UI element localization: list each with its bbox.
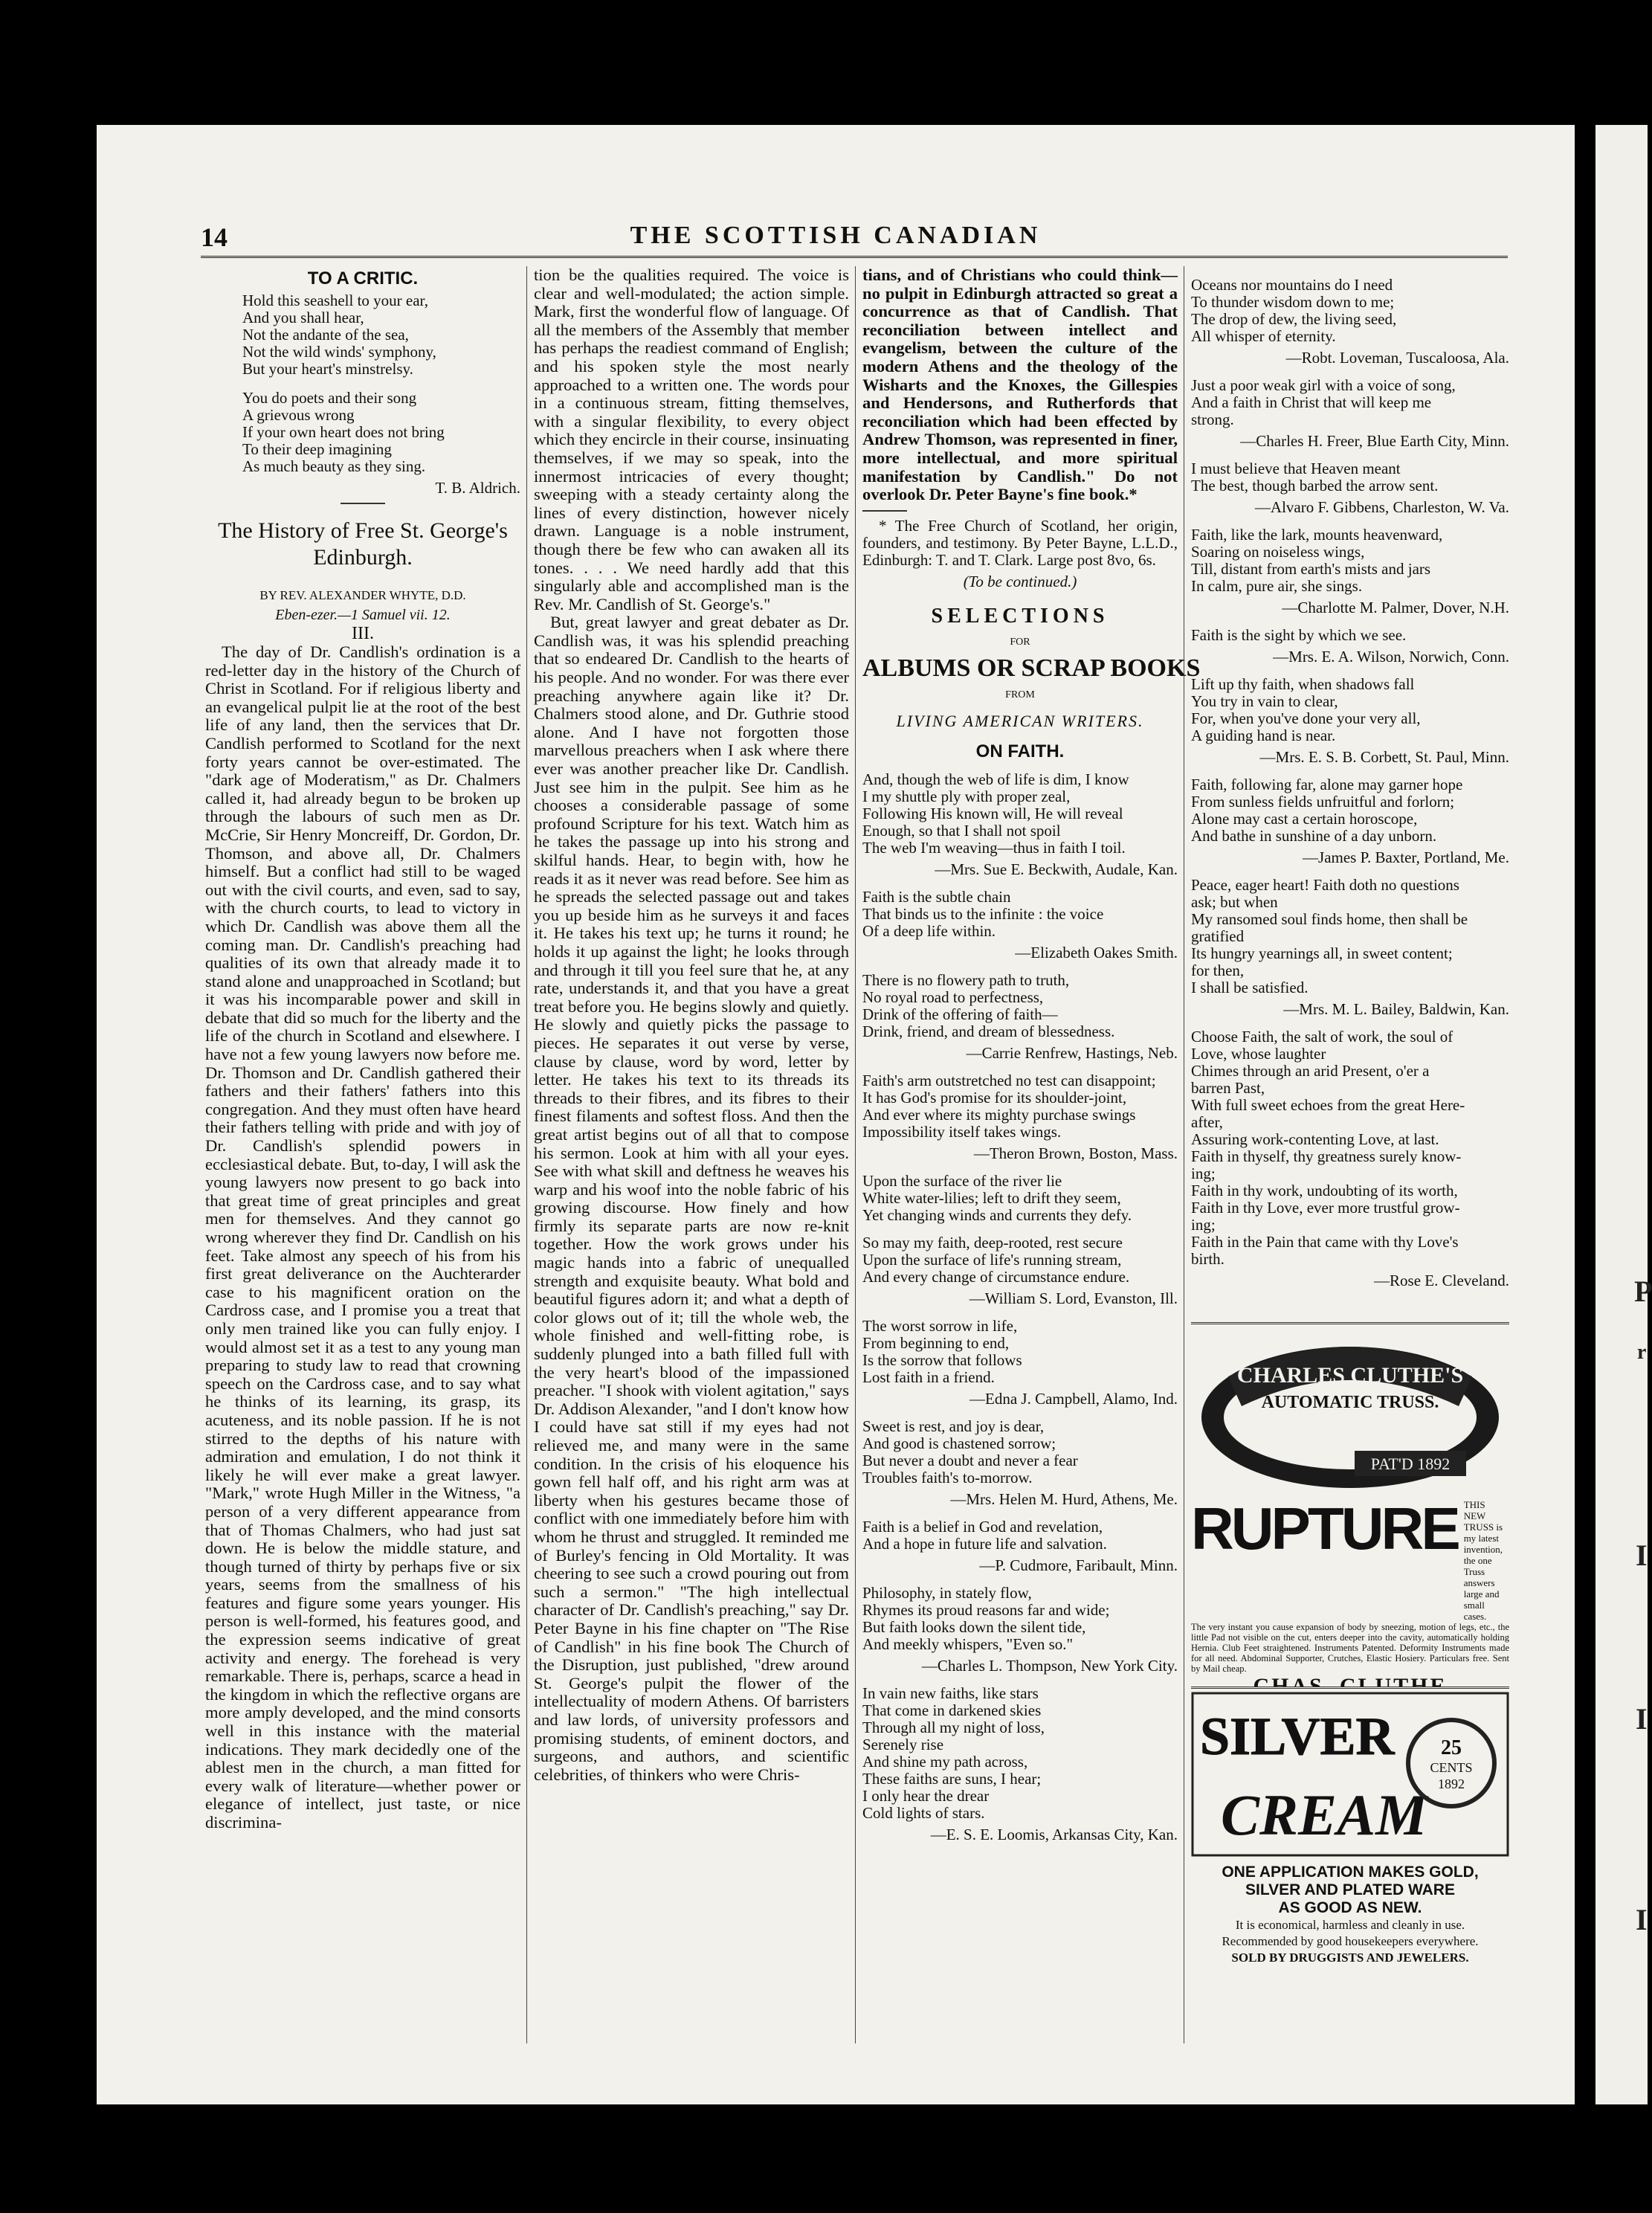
quotation-attribution: —Theron Brown, Boston, Mass. [973,1144,1178,1162]
divider [341,503,385,504]
quotation-attribution: —Edna J. Campbell, Alamo, Ind. [969,1389,1178,1408]
quotation [862,771,1178,857]
quotation-attribution: —Mrs. M. L. Bailey, Baldwin, Kan. [1283,1000,1509,1018]
quotation-line: That binds us to the infinite : the voice [862,904,1104,923]
quotation-line: Chimes through an arid Present, o'er a [1191,1062,1430,1080]
quotation [1191,460,1509,495]
quotation-line: Following His known will, He will reveal [862,804,1123,822]
quotation-line: Faith in thy Love, ever more trustful grow- [1191,1199,1460,1217]
quotation-line: You try in vain to clear, [1191,692,1338,710]
quotation-line: barren Past, [1191,1079,1265,1097]
quotation-line: Upon the surface of the river lie [862,1171,1062,1190]
quotation-line: Drink, friend, and dream of blessedness. [862,1022,1115,1040]
selections-from: FROM [1005,689,1035,700]
quotation-line: So may my faith, deep-rooted, rest secure [862,1233,1123,1252]
quotation-line: In vain new faiths, like stars [862,1684,1039,1702]
quotation-line: Rhymes its proud reasons far and wide; [862,1600,1110,1619]
quotation [862,1685,1178,1822]
quotation-line: Till, distant from earth's mists and jars [1191,560,1431,578]
quotation-line: Impossibility itself takes wings. [862,1122,1062,1141]
poem-author: T. B. Aldrich. [435,479,520,497]
poem-title: TO A CRITIC. [307,268,419,289]
quotation-line: Cold lights of stars. [862,1803,985,1822]
quotation [862,1173,1178,1224]
quotation-attribution: —Rose E. Cleveland. [1374,1272,1509,1289]
quotation [1191,526,1509,595]
quotation-line: Its hungry yearnings all, in sweet content; [1191,944,1453,962]
quotation-line: Faith is the subtle chain [862,887,1011,906]
quotation-line: ask; but when [1191,893,1278,911]
quotation-line: Sweet is rest, and joy is dear, [862,1417,1045,1435]
quotation-line: Lost faith in a friend. [862,1368,995,1386]
quotation-attribution: —Robt. Loveman, Tuscaloosa, Ala. [1285,349,1509,367]
quotation [1191,776,1509,845]
quotation-line: With full sweet echoes from the great Here- [1191,1096,1465,1114]
rupture-heading: RUPTURE [1191,1495,1458,1562]
quotation-line: Love, whose laughter [1191,1045,1326,1063]
quotation-line: And bathe in sunshine of a day unborn. [1191,827,1437,845]
quotation-attribution: —Elizabeth Oakes Smith. [1015,943,1178,961]
column-1 [205,266,520,2036]
column-rule [855,266,856,2043]
quotation-attribution: —James P. Baxter, Portland, Me. [1303,848,1509,866]
quotation [862,1518,1178,1553]
article-title: The History of Free St. George's Edinburgh. [218,518,508,570]
quotation-line: These faiths are suns, I hear; [862,1769,1042,1788]
living-writers: LIVING AMERICAN WRITERS. [896,711,1144,730]
cream-word: CREAM [1221,1782,1427,1847]
quotation-line: strong. [1191,410,1234,428]
quotation [1191,627,1509,644]
poem-line: A grievous wrong [242,406,355,424]
quotation [862,1585,1178,1653]
truss-description: The very instant you cause expansion of body by sneezing, motion of legs, etc., the little Pad not visible on the cut, enters deeper into the cavity, automatically holding Hernia. Club Feet straightened. Instruments Patented. Deformity Instruments made for all need. Abdominal Supporter, Crutches, Elastic Hosiery. Particulars free. Sent by Mail cheap. [1191,1622,1509,1674]
quotation-attribution: —Mrs. E. S. B. Corbett, St. Paul, Minn. [1259,748,1509,766]
quotation-line: Of a deep life within. [862,921,996,940]
quotation-line: And every change of circumstance endure. [862,1267,1130,1286]
quotation-line: Faith in thyself, thy greatness surely know- [1191,1147,1462,1165]
ad-headline-2: SILVER AND PLATED WARE [1245,1881,1455,1898]
quotation-line: From sunless fields unfruitful and forlorn; [1191,793,1455,811]
adjacent-page-letter: I [1636,1903,1648,1936]
quotation-line: Faith in thy work, undoubting of its worth, [1191,1182,1458,1199]
column-2 [534,266,849,2036]
quotation-line: And a faith in Christ that will keep me [1191,393,1432,411]
column-4 [1191,266,1509,1322]
quotation-attribution: —Charles L. Thompson, New York City. [921,1656,1178,1675]
quotation-line: Lift up thy faith, when shadows fall [1191,675,1415,693]
adjacent-page-letter: r [1637,1341,1647,1364]
poem-line: As much beauty as they sing. [242,457,426,475]
article-body: The day of Dr. Candlish's ordination is a red-letter day in the history of the Church of Christ in Scotland. For if religious liberty and an evangelical pulpit lie at the root of the best life of any land, then the services that Dr. Candlish performed to Scotland for the next forty years cannot be over-estimated. The "dark age of Moderatism," as Dr. Chalmers called it, had already begun to be broken up through the labours of such men as Dr. McCrie, Sir Henry Moncreiff, Dr. Gordon, Dr. Thomson, and above all, Dr. Chalmers himself. But a conflict had still to be waged out with the civil courts, and even, sad to say, with the church courts, to lead to victory in which Dr. Candlish was above them all the coming man. Dr. Candlish's preaching had qualities of its own that already made it to stand alone and unapproached in Scotland; but it was his incomparable power and skill in debate that did so much for the liberty and the life of the church in Scotland and elsewhere. I have not a few young lawyers now before me. Dr. Thomson and Dr. Candlish gathered their fathers and their fathers' fathers into this congregation. And they must often have heard their fathers telling with pride and with joy of Dr. Candlish's splendid powers in ecclesiastical debate. But, to-day, I will ask the young lawyers now present to go back into that great time of great principles and great men for themselves. And they cannot go wrong wherever they find Dr. Candlish on his feet. Take almost any speech of his from his first great deliverance on the Auchterarder case to his magnificent oration on the Cardross case, and I promise you a treat that only men trained like you can fully enjoy. I would almost set it as a test to any young man preparing to study law to read that crowning speech on the Cardross case, and to say what he thinks of its learning, its grasp, its acuteness, and its noble passion. If he is not stirred to the depths of his nature with admiration and emulation, I do not think it likely he will ever make a great lawyer. "Mark," wrote Hugh Miller in the Witness, "a person of a very different appearance from that of Thomas Chalmers, who had just sat down. He is below the middle stature, and though turned of thirty by perhaps five or six years, seems from the smallness of his features and figure some years younger. His person is well-formed, his features good, and the expression seems indicative of great activity and energy. The forehead is very remarkable. There is, perhaps, scarce a head in the kingdom in which the reflective organs are more amply developed, and the mind consorts well in this instance with the material indications. They mark decidedly one of the ablest men in the church, a man fitted for every walk of literature—whether power or elegance of intellect, just taste, or nice discrimina- [205,642,520,1832]
quotation-attribution: —Charlotte M. Palmer, Dover, N.H. [1282,599,1509,616]
article-body-end: tians, and of Christians who could think—no pulpit in Edinburgh attracted so great a concurrence as that of Candlish. That reconciliation between intellect and evangelism, between the culture of the modern Athens and the theology of the Wisharts and the Knoxes, the Gillespies and Hendersons, and Rutherfords that reconciliation which had been effected by Andrew Thomson, was represented in finer, more intellectual, and more spiritual manifestation by Candlish." Do not overlook Dr. Peter Bayne's fine book.* [862,265,1178,504]
ad-line-5: Recommended by good housekeepers everywhere. [1222,1934,1479,1948]
quotation-line: And meekly whispers, "Even so." [862,1634,1074,1653]
quotation-line: The best, though barbed the arrow sent. [1191,477,1439,495]
quotation-line: after, [1191,1113,1223,1131]
silver-word: SILVER [1200,1707,1395,1766]
quotation-line: But never a doubt and never a fear [862,1451,1078,1469]
section-number: III. [352,624,374,643]
adjacent-page-letter: I [1636,1702,1648,1736]
poem-line: But your heart's minstrelsy. [242,360,413,378]
epigraph: Eben-ezer.—1 Samuel vii. 12. [275,607,451,623]
price-year: 1892 [1438,1776,1465,1791]
quotation-line: Upon the surface of life's running stream, [862,1250,1122,1269]
quotation-line: To thunder wisdom down to me; [1191,293,1395,311]
poem-stanza-1 [242,292,520,378]
quotation-line: ing; [1191,1216,1216,1234]
quotation-line: Just a poor weak girl with a voice of song, [1191,376,1456,394]
quotation-line: I my shuttle ply with proper zeal, [862,787,1071,805]
price-value: 25 [1441,1736,1462,1759]
truss-brand: CHARLES CLUTHE'S [1236,1363,1464,1388]
truss-name: AUTOMATIC TRUSS. [1261,1393,1439,1412]
quotation-line: The web I'm weaving—thus in faith I toil. [862,838,1126,857]
quotation-line: And a hope in future life and salvation. [862,1534,1107,1553]
quotation [862,1234,1178,1286]
quotation-line: From beginning to end, [862,1333,1010,1352]
quotation-attribution: —Carrie Renfrew, Hastings, Neb. [966,1043,1178,1062]
truss-advertisement [1191,1322,1509,1681]
ad-line-6: SOLD BY DRUGGISTS AND JEWELERS. [1231,1951,1469,1965]
quotation-line: Alone may cast a certain horoscope, [1191,810,1418,828]
quotation-attribution: —Mrs. Helen M. Hurd, Athens, Me. [950,1489,1178,1508]
article-body-continued: tion be the qualities required. The voice is clear and well-modulated; the action simple. Mark, first the wonderful flow of language. Of all the members of the Assembly that member has perhaps the readiest command of English; and his spoken style the most nearly approached to a written one. The words pour in a continuous stream, fitting themselves, with a singular flexibility, to every object which they encircle in their course, insinuating themselves, if we may so speak, into the innermost intricacies of every thought; sweeping with a steady certainty along the lines of every distinction, however nicely drawn. Language is a noble instrument, though there be few who can awaken all its tones. . . . We need hardly add that this singularly able and accomplished man is the Rev. Mr. Candlish of St. George's." [534,265,849,613]
quotation-attribution: —Mrs. Sue E. Beckwith, Audale, Kan. [935,860,1178,878]
quotation-line: It has God's promise for its shoulder-joint, [862,1088,1127,1106]
quotation-line: Philosophy, in stately flow, [862,1583,1032,1602]
quotation-line: Yet changing winds and currents they defy. [862,1205,1132,1224]
quotation [1191,377,1509,428]
truss-illustration [1191,1324,1509,1495]
quotation-line: Drink of the offering of faith— [862,1005,1058,1023]
header-rule [201,256,1508,258]
adjacent-page-letter: I [1636,1539,1648,1572]
quotation-line: Faith is a belief in God and revelation, [862,1517,1103,1536]
quotation-line: Choose Faith, the salt of work, the soul of [1191,1028,1453,1046]
quotation-line: The drop of dew, the living seed, [1191,310,1397,328]
quotation-line: For, when you've done your very all, [1191,709,1421,727]
quotation-line: Faith's arm outstretched no test can disappoint; [862,1071,1156,1089]
quotation-line: And, though the web of life is dim, I know [862,770,1129,788]
quotation-line: Oceans nor mountains do I need [1191,276,1393,294]
ad-headline-1: ONE APPLICATION MAKES GOLD, [1222,1864,1479,1881]
quotation-line: ing; [1191,1165,1216,1182]
quotation [1191,1028,1509,1268]
quotation-line: Faith in the Pain that came with thy Love's [1191,1233,1459,1251]
quotation-line: Assuring work-contenting Love, at last. [1191,1130,1439,1148]
poem-line: To their deep imagining [242,440,392,458]
byline: BY REV. ALEXANDER WHYTE, D.D. [259,588,466,602]
quotation-line: I only hear the drear [862,1786,990,1805]
quotation [862,1418,1178,1486]
quotation-line: White water-lilies; left to drift they seem, [862,1188,1121,1207]
to-be-continued: (To be continued.) [963,572,1077,590]
quotation-line: A guiding hand is near. [1191,727,1336,744]
quotation-line: But faith looks down the silent tide, [862,1617,1086,1636]
poem-stanza-2 [242,390,520,475]
column-rule [526,266,527,2043]
quotation [862,1318,1178,1386]
quotation-line: That come in darkened skies [862,1701,1042,1719]
quotations [1191,277,1509,1289]
quotation [1191,676,1509,744]
price-unit: CENTS [1430,1760,1473,1775]
quotation-line: Faith, following far, alone may garner hope [1191,776,1463,793]
footnote: * The Free Church of Scotland, her origin, founders, and testimony. By Peter Bayne, L.L.D., Edinburgh: T. and T. Clark. Large post 8vo, 6s. [862,516,1178,569]
quotation [862,889,1178,940]
adjacent-page-edge [1595,125,1652,2104]
article-body-paragraph: But, great lawyer and great debater as Dr. Candlish was, it was his splendid preaching that so endeared Dr. Candlish to the hearts of his people. And no wonder. For was there ever preaching anywhere again like it? Dr. Chalmers stood alone, and Dr. Guthrie stood alone. And I have not forgotten those marvellous preachers when I ask where there ever was another preacher like Dr. Candlish. Just see him in the pulpit. See him as he chooses a considerable passage of some profound Scripture for his text. Watch him as he takes the passage up into his strong and skilful hands. Hear, to begin with, how he reads it as it never was read before. See him as he spreads the selected passage out and takes you up beside him as he surveys it and faces it. He takes his text up; he turns it round; he holds it up against the light; he looks through and through it till you feel sure that he, at any rate, understands it, and that you have a great treat before you. He begins slowly and quietly. He slowly and quietly picks the passage to pieces. He separates it out verse by verse, clause by clause, word by word, letter by letter. He takes his text to its threads its threads to their fibres, and its fibres to their finest filaments and softest floss. And then the great artist begins out of all that to compose his sermon. Look at him with all your eyes. See with what skill and deftness he weaves his warp and his woof into the noble fabric of his growing discourse. How finely and how firmly its separate parts are now re-knit together. How the work grows under his magic hands into a fabric of unequalled strength and exquisite beauty. What bold and beautiful figures adorn it; and what a depth of color glows out of it; till the whole web, the whole finished and well-fitting robe, is suddenly plunged into a bath filled full with the very heart's blood of the impassioned preacher. "I shook with violent agitation," says Dr. Addison Alexander, "and I don't know how I could have sat still if my eyes had not relieved me, and many were in the same condition. In the crisis of his eloquence his gown fell half off, and his right arm was at liberty when his gestures became those of conflict with one immediately before him with whom he thrust and struggled. It reminded me of Burley's fencing in Old Mortality. It was cheering to see such a crowd pouring out from such a sermon." "The high intellectual character of Dr. Candlish's preaching," say Dr. Peter Bayne in his fine chapter on "The Rise of Candlish" in his fine book The Church of the Disruption, just published, "drew around St. George's pulpit the flower of the intellectuality of modern Athens. Of barristers and law lords, of university professors and promising students, of eminent doctors, and surgeons, and authors, and scientific celebrities, of thinkers who were Chris- [534,613,849,1784]
poem-line: Not the wild winds' symphony, [242,343,436,361]
poem-line: And you shall hear, [242,309,364,326]
quotation-line: Troubles faith's to-morrow. [862,1468,1033,1486]
quotation-line: Is the sorrow that follows [862,1350,1022,1369]
quotation-line: Enough, so that I shall not spoil [862,821,1061,840]
silver-cream-logo [1191,1689,1509,1860]
poem-line: You do poets and their song [242,389,417,407]
silver-cream-advertisement [1191,1687,1509,1979]
quotation-attribution: —Alvaro F. Gibbens, Charleston, W. Va. [1254,498,1509,516]
quotation-attribution: —Charles H. Freer, Blue Earth City, Minn. [1240,432,1509,450]
albums-heading: ALBUMS OR SCRAP BOOKS [862,654,1201,682]
quotation-line: There is no flowery path to truth, [862,970,1070,989]
quotation-attribution: —Mrs. E. A. Wilson, Norwich, Conn. [1273,648,1509,666]
quotation-line: Peace, eager heart! Faith doth no questions [1191,876,1459,894]
quotation [1191,877,1509,996]
selections-for: FOR [1010,636,1030,648]
quotation-line: I shall be satisfied. [1191,979,1309,996]
truss-side-text: THIS NEW TRUSS is my latest invention, the one Truss answers large and small cases. [1463,1499,1503,1622]
newspaper-page [97,125,1575,2104]
footnote-rule [862,510,907,512]
adjacent-page-letter: P [1634,1275,1652,1308]
quotation [862,1072,1178,1141]
selections-heading: SELECTIONS [931,604,1109,628]
masthead-title: THE SCOTTISH CANADIAN [630,222,1042,249]
poem-line: Hold this seashell to your ear, [242,291,428,309]
quotation-line: Faith, like the lark, mounts heavenward, [1191,526,1443,544]
patent-date: PAT'D 1892 [1370,1455,1451,1473]
quotation-line: And ever where its mighty purchase swings [862,1105,1136,1124]
quotation-line: And shine my path across, [862,1752,1028,1771]
quotation-line: No royal road to perfectness, [862,988,1044,1006]
quotation-line: gratified [1191,927,1245,945]
quotation-line: birth. [1191,1250,1225,1268]
quotation-line: And good is chastened sorrow; [862,1434,1056,1452]
quotation [1191,277,1509,345]
quotation-attribution: —P. Cudmore, Faribault, Minn. [979,1556,1178,1574]
quotation-line: The worst sorrow in life, [862,1316,1018,1335]
quotation-line: Soaring on noiseless wings, [1191,543,1365,561]
quotation-line: Faith is the sight by which we see. [1191,626,1407,644]
quotation-line: I must believe that Heaven meant [1191,460,1401,477]
quotation-line: Serenely rise [862,1735,944,1753]
quotation [862,972,1178,1040]
ad-headline-3: AS GOOD AS NEW. [1278,1899,1422,1916]
quotations [862,771,1178,1843]
ad-line-4: It is economical, harmless and cleanly in use. [1235,1918,1465,1932]
quotation-line: In calm, pure air, she sings. [1191,577,1363,595]
poem-line: Not the andante of the sea, [242,326,409,344]
page-header [97,222,1575,251]
quotation-line: All whisper of eternity. [1191,327,1336,345]
column-3 [862,265,1201,2036]
quotation-attribution: —William S. Lord, Evanston, Ill. [969,1289,1178,1307]
quotation-line: Through all my night of loss, [862,1718,1045,1736]
page-number: 14 [201,222,228,252]
poem-line: If your own heart does not bring [242,423,445,441]
quotation-attribution: —E. S. E. Loomis, Arkansas City, Kan. [930,1825,1178,1843]
on-faith-heading: ON FAITH. [975,741,1065,761]
quotation-line: My ransomed soul finds home, then shall be [1191,910,1468,928]
quotation-line: for then, [1191,961,1245,979]
